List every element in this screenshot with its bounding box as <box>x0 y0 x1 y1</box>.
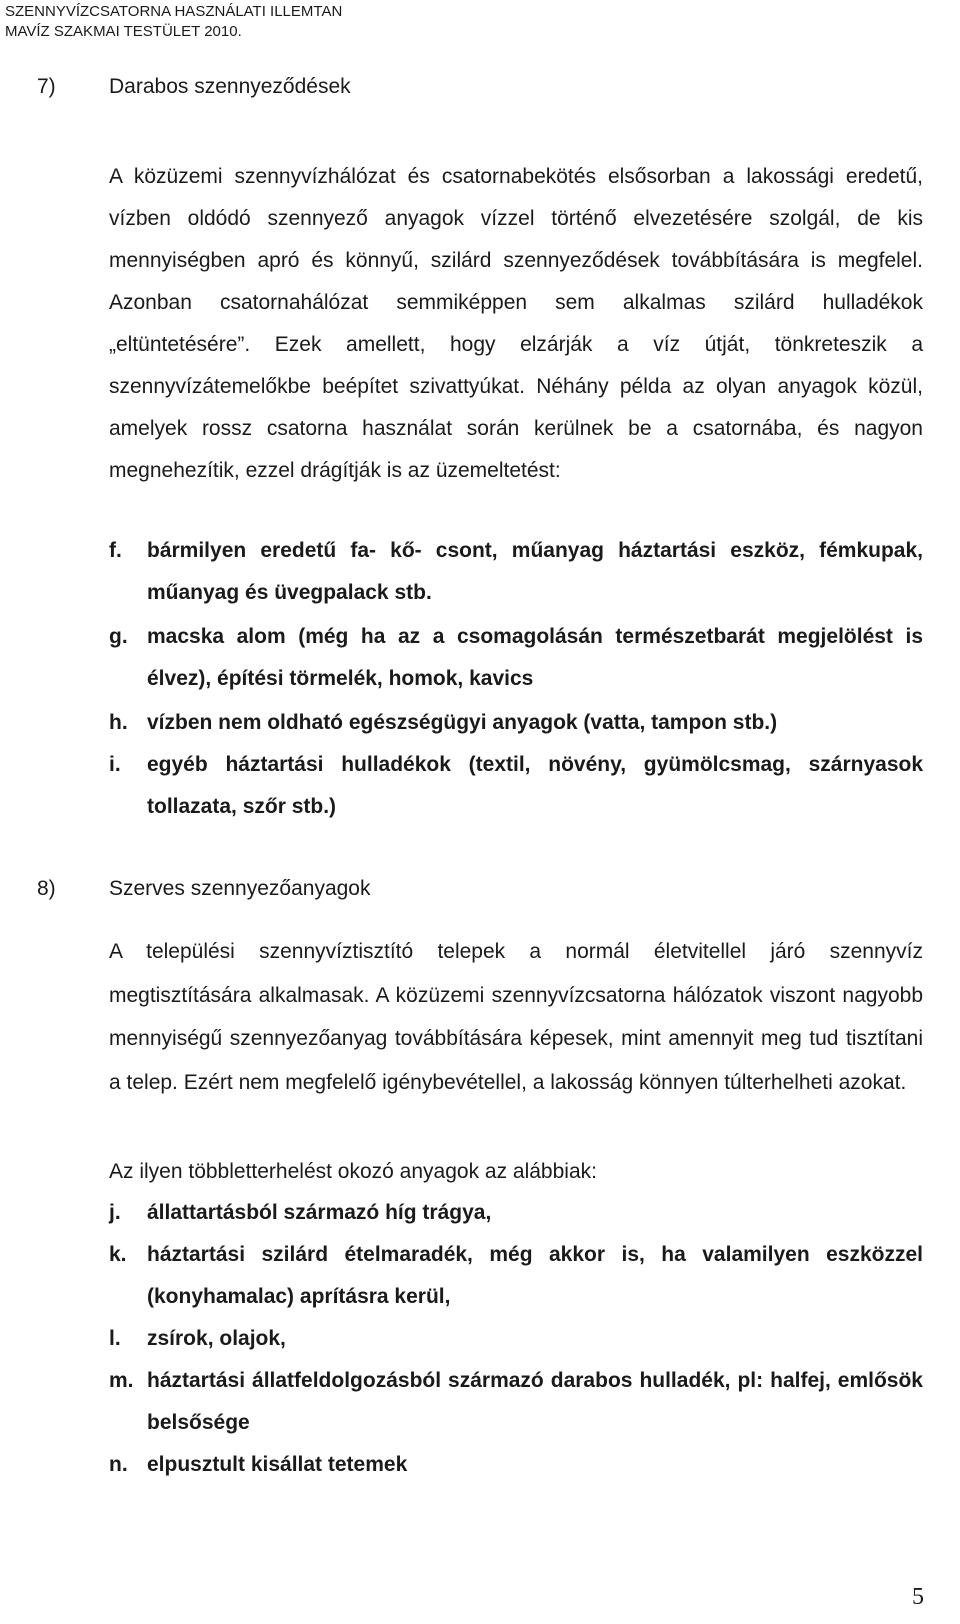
section-7-list <box>109 530 923 828</box>
list-marker: n. <box>109 1453 128 1476</box>
header-title: SZENNYVÍZCSATORNA HASZNÁLATI ILLEMTAN <box>5 3 343 20</box>
section-7-number: 7) <box>37 75 56 98</box>
list-item <box>109 702 923 744</box>
list-item-text: vízben nem oldható egészségügyi anyagok (vatta, tampon stb.) <box>147 711 778 734</box>
list-item <box>109 1444 923 1486</box>
page-number: 5 <box>912 1584 924 1610</box>
list-item-text: háztartási állatfeldolgozásból származó darabos hulladék, pl: halfej, emlősök belsősége <box>147 1369 923 1434</box>
section-8-title: Szerves szennyezőanyagok <box>109 877 371 900</box>
list-marker: k. <box>109 1243 127 1266</box>
list-item <box>109 530 923 614</box>
list-marker: m. <box>109 1369 134 1392</box>
section-7-heading <box>37 74 351 100</box>
list-item <box>109 1318 923 1360</box>
section-8-number: 8) <box>37 877 56 900</box>
section-7-paragraph: A közüzemi szennyvízhálózat és csatornabekötés elsősorban a lakossági eredetű, vízben oldódó szennyező anyagok vízzel történő elvezetésére szolgál, de kis mennyiségben apró és könnyű, szilárd szennyeződések továbbítására is megfelel. Azonban csatornahálózat semmiképpen sem alkalmas szilárd hulladékok „eltüntetésére”. Ezek amellett, hogy elzárják a víz útját, tönkreteszik a szennyvízátemelőkbe beépítet szivattyúkat. Néhány példa az olyan anyagok közül, amelyek rossz csatorna használat során kerülnek be a csatornába, és nagyon megnehezítik, ezzel drágítják is az üzemeltetést: <box>109 165 923 482</box>
section-8-list-intro: Az ilyen többletterhelést okozó anyagok az alábbiak: <box>109 1160 597 1183</box>
list-marker: f. <box>109 539 122 562</box>
list-item <box>109 744 923 828</box>
section-8-paragraph: A települési szennyvíztisztító telepek a normál életvitellel járó szennyvíz megtisztítására alkalmasak. A közüzemi szennyvízcsatorna hálózatok viszont nagyobb mennyiségű szennyezőanyag továbbítására képesek, mint amennyit meg tud tisztítani a telep. Ezért nem megfelelő igénybevétellel, a lakosság könnyen túlterhelheti azokat. <box>109 940 923 1094</box>
section-8-heading <box>37 876 371 902</box>
list-item <box>109 1360 923 1444</box>
list-item-text: állattartásból származó híg trágya, <box>147 1201 492 1224</box>
list-marker: l. <box>109 1327 121 1350</box>
list-item <box>109 616 923 700</box>
list-item-text: macska alom (még ha az a csomagolásán természetbarát megjelölést is élvez), építési törmelék, homok, kavics <box>147 625 923 690</box>
list-item-text: egyéb háztartási hulladékok (textil, növény, gyümölcsmag, szárnyasok tollazata, szőr stb.) <box>147 753 923 818</box>
header-subtitle: MAVÍZ SZAKMAI TESTÜLET 2010. <box>5 23 242 40</box>
list-marker: j. <box>109 1201 121 1224</box>
document-header <box>5 2 342 42</box>
list-item <box>109 1192 923 1234</box>
section-7-title: Darabos szennyeződések <box>109 75 351 98</box>
list-marker: i. <box>109 753 121 776</box>
list-item-text: háztartási szilárd ételmaradék, még akkor is, ha valamilyen eszközzel (konyhamalac) aprításra kerül, <box>147 1243 923 1308</box>
list-item-text: elpusztult kisállat tetemek <box>147 1453 408 1476</box>
list-item <box>109 1234 923 1318</box>
list-item-text: bármilyen eredetű fa- kő- csont, műanyag háztartási eszköz, fémkupak, műanyag és üvegpalack stb. <box>147 539 923 604</box>
list-marker: h. <box>109 711 128 734</box>
section-8-list <box>109 1192 923 1486</box>
list-item-text: zsírok, olajok, <box>147 1327 286 1350</box>
list-marker: g. <box>109 625 128 648</box>
